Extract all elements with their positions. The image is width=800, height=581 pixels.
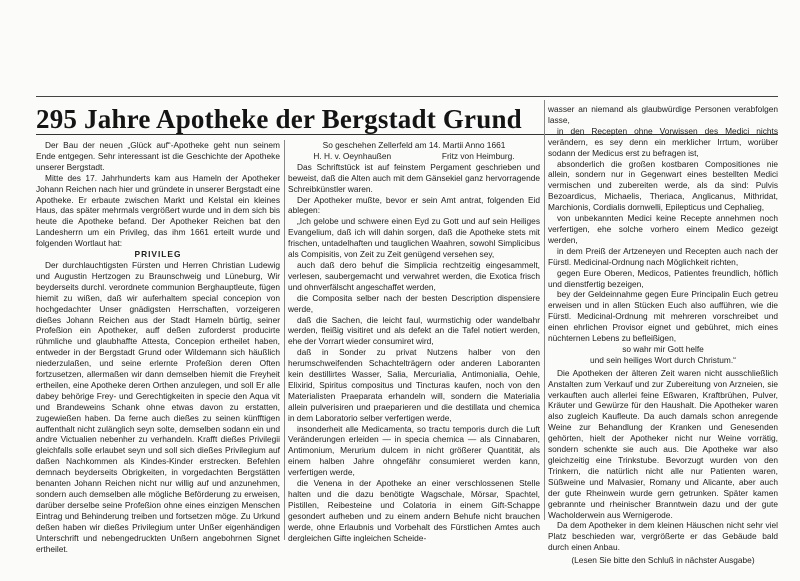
oath-paragraph: von unbekannten Medici keine Recepte annehmen noch verfertigen, ehe solche vorhero einem Medico gezeigt werden, xyxy=(548,213,778,245)
article-headline: 295 Jahre Apotheke der Bergstadt Grund xyxy=(36,104,522,134)
oath-paragraph: daß die Sachen, die leicht faul, wurmstichig oder wandelbahr werden, fleißig visitiret und als defekt an die Tafel notiert werden, ehe der Vorrart wieder consumiret wird, xyxy=(288,314,540,347)
oath-paragraph: insonderheit alle Medicamenta, so tractu temporis durch die Luft Veränderungen erleiden — in specia chemica — als Cinnabaren, Antimonium, Merurium dulcem in nicht größerer Quantität, als einem halben Jahre ohngefähr consumieret werden kann, verfertigen werde, xyxy=(288,423,540,478)
oath-verse: so wahr mir Gott helfe xyxy=(622,343,704,354)
continuation-note: (Lesen Sie bitte den Schluß in nächster Ausgabe) xyxy=(571,555,755,566)
oath-paragraph: in den Recepten ohne Vorwissen des Medici nichts verändern, es sey denn ein merklicher Irrtum, worüber sodann der Medicus erst zu befragen ist, xyxy=(548,125,778,158)
column-2 xyxy=(288,140,540,544)
paragraph: Die Apotheken der älteren Zeit waren nicht ausschließlich Anstalten zum Verkauf und zur Zubereitung von Arzneien, sie verkauften auch allerlei feine Eßwaren, Kraftbrühen, Pulver, Kräuter und Gewürze für den Haushalt. Die Apotheker waren also zugleich Kaufleute. Da auch damals schon anregende Weine zur Behandlung der Kranken und Genesenden gehörten, hielt der Apotheker nicht nur Weine vorrätig, sondern schenkte sie auch aus. Die Apotheke war also gleichzeitig eine Trinkstube. Bevorzugt wurden von den Trinkern, die natürlich nicht alle nur Patienten waren, Süßweine und Malvasier, Romany und Alicante, aber auch der gute Rheinwein wurde gern getrunken. Später kamen gebrannte und rheinischer Branntwein dazu und der gute Wacholderwein aus Wernigerode. xyxy=(548,367,778,520)
oath-paragraph: „Ich gelobe und schwere einen Eyd zu Gott und auf sein Heiliges Evangelium, daß ich will dahin sorgen, daß die Apotheke stets mit frischen, untadelhaften und tauglichen Waahren, sowohl Simplicibus als Compisitis, von Zeit zu Zeit genügend versehen sey, xyxy=(288,216,541,260)
intro-paragraph: Der Bau der neuen „Glück auf“-Apotheke geht nun seinem Ende entgegen. Sehr interessant ist die Geschichte der Apotheke unserer Bergstadt. xyxy=(36,140,280,172)
signer-heimburg: Fritz von Heimburg. xyxy=(441,150,515,161)
column-1 xyxy=(36,140,280,554)
oath-paragraph: gegen Eure Oberen, Medicos, Patientes freundlich, höflich und dienstfertig bezeigen, xyxy=(548,267,778,289)
oath-paragraph: die Venena in der Apotheke an einer verschlossenen Stelle halten und die dazu benötigte Wagschale, Mörsar, Spachtel, Pistillen, Reibesteine und Colatoria in einem Gift-Schappe gesondert aufheben und zu einem andern Behufe nicht brauchen werde, ohne Erlaubnis und Vorbehalt des Fürstlichen Amtes auch dergleichen Gifte ingleichen Scheide- xyxy=(288,478,540,543)
oath-paragraph: wasser an niemand als glaubwürdige Personen verabfolgen lasse, xyxy=(548,104,778,125)
column-divider xyxy=(544,100,545,520)
privileg-text: Der durchlauchtigsten Fürsten und Herren Christian Ludewig und Augustin Hertzogen zu Braunschweig und Lüneburg, Wir beyderseits durchl. verordnete communion Berghauptleute, fügen hiemit zu wißen, daß wir auferhaltem special concepion von hochgedachter Unser gnädigsten Herrschaften, vorzeigeren dießes Johann Reichen aus der Stadt Hameln bürtig, seiner Profeßion ein Apotheker, auff deßen zuforderst producirte rühmliche und glaubhaffte Attesta, Concepion ertheilet haben, entweder in der Bergstadt Grund oder Wildemann sich häußlich niederzulaßen, und seine erlernte Profeßion deren Often fortzusetzen, allermaßen wir dann demselben hiemit die Freyheit ertheilen, eine Apotheke deren Orthen anzulegen, und soll Er alle dabey behörige Frey- und Gerechtigkeiten in specie den Aqua vit und Brandeweins Schank ohne etwas davon zu erstatten, zugewießen haben. Da ferne auch dießes zu seinen künfftigen auffenthalt nicht zulänglich seyn solte, demselben sodann ein und andre Victualien nebenher zu verhandeln. Krafft dießes Privilegii gleichfalls solle erlaubet seyn und soll sich dießes Privilegium auf daßen Nachkommen als Kindes-Kinder erstrecken. Befehlen demnach beyderseits Obrigkeiten, in vorgedachten Bergstätten benanten Johann Reichen nicht nur willig auf und anzunehmen, sondern auch demselben alle mögliche Beförderung zu erweisen, darüber derselbe seine Profeßion ohne eines einzigen Menschen Eintrag und Behinderung treiben und fortsetzen möge. Zu Urkund deßen haben wir dießes Privilegium unter Unßer eigenhändigen Unterschrift und nebengedruckten Unßern angebohrnen Signet ertheilet. xyxy=(36,259,280,554)
oath-paragraph: in dem Preiß der Artzeneyen und Recepten auch nach der Fürstl. Medicinal-Ordnung nach Möglichkeit richten, xyxy=(548,245,778,267)
top-rule xyxy=(36,96,778,97)
column-3 xyxy=(548,104,778,566)
paragraph: Da dem Apotheker in dem kleinen Häuschen nicht sehr viel Platz beschieden war, vergrößerte er das Gebäude bald durch einen Anbau. xyxy=(548,520,778,553)
signatories xyxy=(288,151,540,162)
oath-paragraph: absonderlich die großen kostbaren Compositiones nie allein, sondern nur in Gegenwart eines bestellten Medici vermischen und zubereiten werde, als da sind: Pulvis Bezoardicus, Michaelis, Theriaca, Anglicanus, Mithridat, Marchionis, Cordialis dornwelli, Epilepticus und Cephalieg, xyxy=(548,158,778,213)
oath-verse: und sein heiliges Wort durch Christum.“ xyxy=(590,354,736,365)
paragraph: Das Schriftstück ist auf feinstem Pergament geschrieben und beweist, daß die Alten auch mit dem Gänsekiel ganz hervorragende Schreibkünstler waren. xyxy=(288,161,540,194)
oath-paragraph: bey der Geldeinnahme gegen Eure Principalin Euch getreu erweisen und in allen Stücken Euch also aufführen, wie die Fürstl. Medicinal-Ordnung mit mehreren vorschreibet und einen ehrlichen Provisor eignet und gebühret, mich eines nüchternen Lebens zu befleißigen, xyxy=(548,289,778,344)
oath-paragraph: auch daß dero behuf die Simplicia rechtzeitig eingesammelt, verlesen, saubergemacht und verwahret werden, die Exotica frisch und ohnverfälscht angeschaffet werden, xyxy=(288,259,540,292)
column-divider xyxy=(284,140,285,540)
dateline: So geschehen Zellerfeld am 14. Martii Anno 1661 xyxy=(322,140,506,150)
privileg-heading: PRIVILEG xyxy=(134,249,182,260)
oath-paragraph: die Composita selber nach der besten Description dispensiere werde, xyxy=(288,292,540,314)
oath-paragraph: daß in Sonder zu privat Nutzens halber von den herumschweifenden Schachtelträgern oder anderen Laboranten kein destillirtes Wasser, Salia, Mercurialia, Antimonialia, Oehle, Elixirid, Spiritus compositus und Tincturas kaufen, noch von den Materialisten Praeparata erhandeln will, sondern die Materialia allein pulverisiren und praeparieren und die destillata und chemica in dem Laboratorio selber verfertigen werde, xyxy=(288,347,540,423)
paragraph: Der Apotheker mußte, bevor er sein Amt antrat, folgenden Eid ablegen: xyxy=(288,194,540,216)
signer-oeynhaussen: H. H. v. Oeynhaußen xyxy=(313,150,392,161)
history-paragraph: Mitte des 17. Jahrhunderts kam aus Hameln der Apotheker Johann Reichen nach hier und gründete in unserer Bergstadt eine Apotheke. Er erbaute zwischen Markt und Kelstal ein kleines Haus, das später mehrmals vergrößert wurde und in dem sich bis heute die Apotheke befand. Der Apotheker Reichen bat den Landesherrn um ein Privileg, das ihm 1661 erteilt wurde und folgenden Wortlaut hat: xyxy=(36,172,280,249)
